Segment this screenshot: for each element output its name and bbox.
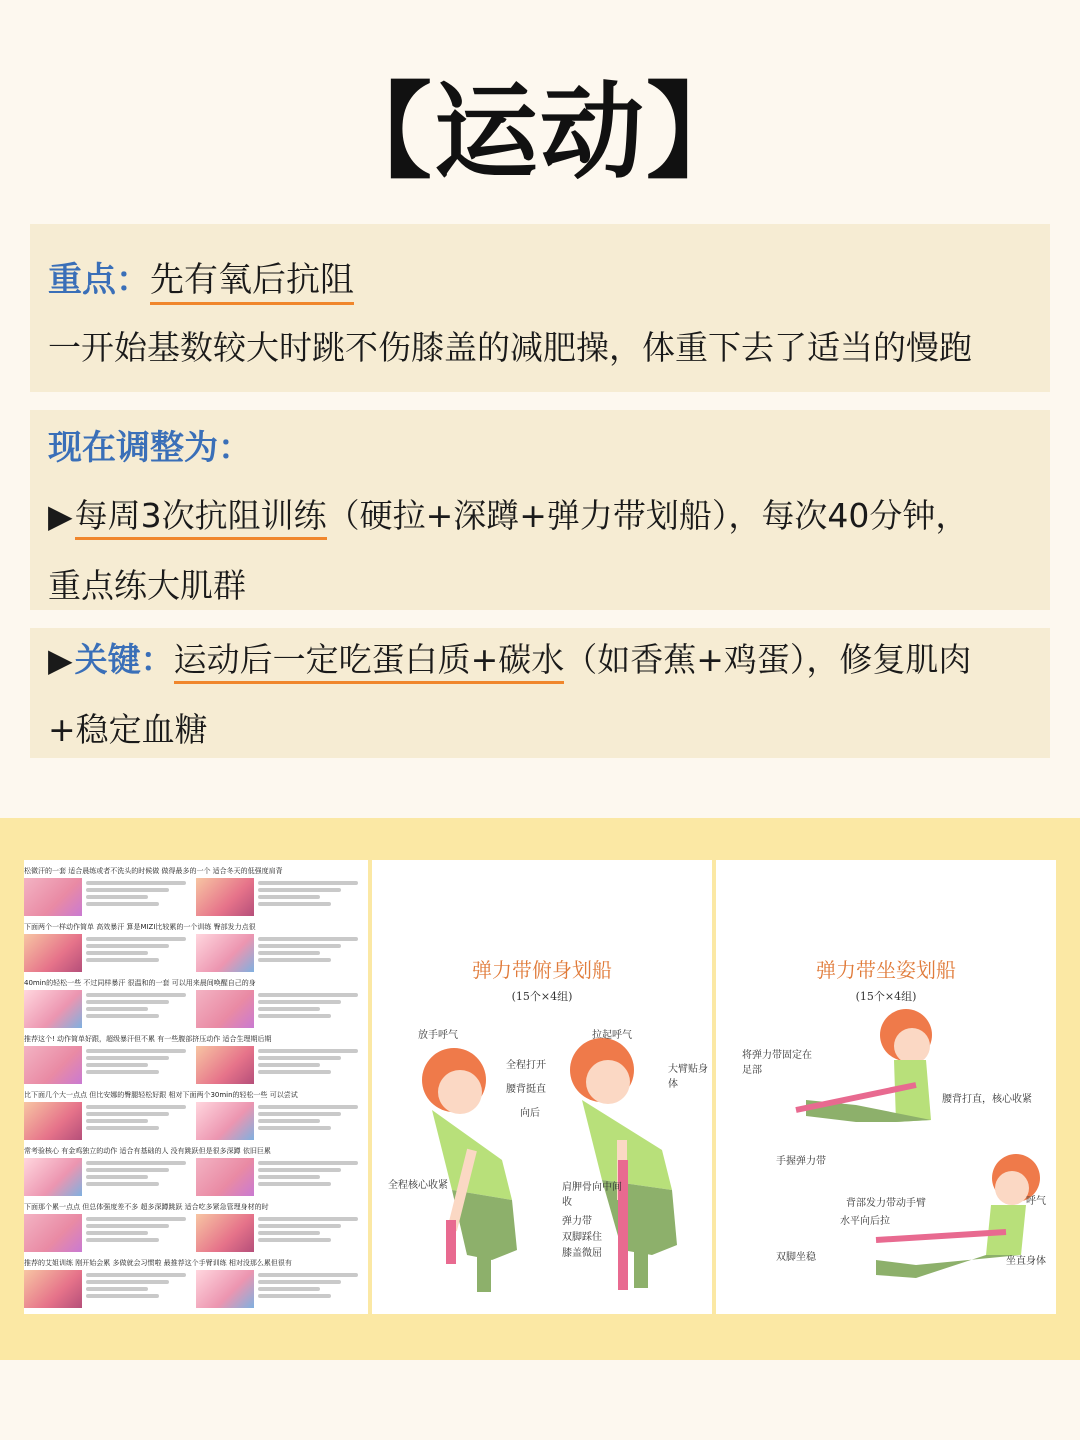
note-exhale-release: 放手呼气 <box>418 1030 458 1041</box>
video-caption: 下面两个一样动作简单 高效暴汗 算是MIZI比较累的一个训练 臀部发力点很 <box>24 923 256 931</box>
video-meta <box>258 878 362 916</box>
video-thumbnail <box>196 1214 254 1252</box>
key-card <box>30 628 1050 758</box>
key-line <box>48 634 971 681</box>
note-pull-back: 水平向后拉 <box>840 1216 890 1227</box>
note-back-drives-arm: 背部发力带动手臂 <box>846 1198 926 1209</box>
video-meta <box>258 1046 362 1084</box>
video-thumbnail <box>196 1102 254 1140</box>
video-meta <box>86 934 190 972</box>
video-meta <box>258 990 362 1028</box>
video-list-row <box>24 922 368 974</box>
video-list-row <box>24 978 368 1030</box>
video-list-row <box>24 1090 368 1142</box>
video-thumbnail <box>24 990 82 1028</box>
key-highlight: 运动后一定吃蛋白质+碳水 <box>174 640 565 684</box>
video-caption: 比下面几个大一点点 但比安娜的臀腿轻松好跟 相对下面两个30min的轻松一些 可以尝试 <box>24 1091 298 1099</box>
video-caption: 松微汗的一套 适合晨练或者不洗头的时候做 做得最多的一个 适合冬天的低强度肩背 <box>24 867 283 875</box>
note-band: 弹力带 <box>562 1216 592 1227</box>
video-thumbnail <box>24 1102 82 1140</box>
sketch-subtitle: (15个×4组) <box>511 990 573 1003</box>
video-list-row <box>24 1258 368 1310</box>
video-thumbnail <box>196 878 254 916</box>
triangle-bullet-icon: ▶ <box>48 497 73 535</box>
video-thumbnail <box>24 1158 82 1196</box>
note-knees-bent: 膝盖微屈 <box>562 1248 602 1259</box>
video-list <box>24 860 368 1314</box>
note-hold-band: 手握弹力带 <box>776 1156 826 1167</box>
adjust-item-line2: 重点练大肌群 <box>48 566 246 605</box>
video-caption: 40min的轻松一些 不过同样暴汗 很温和的一套 可以用来晨间唤醒自己的身 <box>24 979 256 987</box>
adjust-card <box>30 410 1050 610</box>
video-meta <box>258 934 362 972</box>
video-thumbnail <box>24 934 82 972</box>
video-meta <box>86 878 190 916</box>
note-arm-close: 大臂贴身体 <box>668 1064 708 1090</box>
focus-card <box>30 224 1050 392</box>
video-meta <box>258 1214 362 1252</box>
key-rest: （如香蕉+鸡蛋），修复肌肉 <box>564 640 972 679</box>
video-list-row <box>24 1034 368 1086</box>
key-label: 关键： <box>74 640 174 679</box>
note-feet-steady: 双脚坐稳 <box>776 1252 816 1263</box>
video-thumbnail <box>196 1270 254 1308</box>
video-thumbnail <box>24 1270 82 1308</box>
video-list-row <box>24 1202 368 1254</box>
bent-over-row-sketch <box>372 860 712 1314</box>
key-line2: +稳定血糖 <box>48 710 208 749</box>
note-straight-back: 腰背挺直 <box>506 1084 546 1095</box>
adjust-item <box>48 490 968 537</box>
adjust-item-highlight: 每周3次抗阻训练 <box>75 496 327 540</box>
workout-video-list-image <box>24 860 368 1314</box>
sketch-title: 弹力带俯身划船 <box>472 958 612 982</box>
adjust-label: 现在调整为： <box>48 428 252 468</box>
video-meta <box>86 1270 190 1308</box>
focus-body: 一开始基数较大时跳不伤膝盖的减肥操，体重下去了适当的慢跑 <box>48 328 972 367</box>
video-meta <box>258 1102 362 1140</box>
seated-row-illustration <box>716 860 1056 1314</box>
note-exhale: 呼气 <box>1026 1196 1046 1207</box>
video-thumbnail <box>196 1158 254 1196</box>
note-feet-on-band: 双脚踩住 <box>562 1232 602 1243</box>
sketch-subtitle: (15个×4组) <box>855 990 917 1003</box>
adjust-item-rest: （硬拉+深蹲+弹力带划船），每次40分钟， <box>326 496 969 535</box>
video-meta <box>86 1158 190 1196</box>
video-thumbnail <box>196 1046 254 1084</box>
video-list-row <box>24 1146 368 1198</box>
focus-line <box>48 252 354 301</box>
video-meta <box>86 990 190 1028</box>
note-back-straight: 腰背打直，核心收紧 <box>942 1094 1032 1105</box>
video-thumbnail <box>24 878 82 916</box>
note-backward: 向后 <box>520 1108 540 1119</box>
video-list-row <box>24 866 368 918</box>
focus-label: 重点： <box>48 260 150 300</box>
sketch-title: 弹力带坐姿划船 <box>816 958 956 982</box>
video-thumbnail <box>24 1214 82 1252</box>
note-shoulder-blades: 肩胛骨向中间收 <box>562 1182 622 1208</box>
focus-headline: 先有氧后抗阻 <box>150 260 354 305</box>
video-thumbnail <box>196 990 254 1028</box>
note-exhale-pull: 拉起呼气 <box>592 1030 632 1041</box>
note-open: 全程打开 <box>506 1060 546 1071</box>
triangle-bullet-icon: ▶ <box>48 641 73 679</box>
seated-row-sketch <box>716 860 1056 1314</box>
video-caption: 常考验核心 有金鸡独立的动作 适合有基础的人 没有跳跃但是很多深蹲 依旧巨累 <box>24 1147 271 1155</box>
video-meta <box>258 1158 362 1196</box>
note-fix-band: 将弹力带固定在足部 <box>742 1050 812 1076</box>
video-meta <box>86 1214 190 1252</box>
video-caption: 推荐这个! 动作简单好跟，超级暴汗但不累 有一些腹部挤压动作 适合生理期后期 <box>24 1035 272 1043</box>
video-caption: 下面那个累一点点 但总体强度差不多 超多深蹲跳跃 适合吃多紧急管理身材的时 <box>24 1203 269 1211</box>
note-core-tight: 全程核心收紧 <box>388 1180 448 1191</box>
video-thumbnail <box>24 1046 82 1084</box>
video-meta <box>86 1046 190 1084</box>
video-caption: 推荐的艾姐训练 刚开始会累 多做就会习惯啦 最推荐这个手臂训练 相对没那么累但很有 <box>24 1259 292 1267</box>
video-meta <box>86 1102 190 1140</box>
video-meta <box>258 1270 362 1308</box>
note-sit-straight: 坐直身体 <box>1006 1256 1046 1267</box>
page-title: 【运动】 <box>327 71 752 193</box>
video-thumbnail <box>196 934 254 972</box>
